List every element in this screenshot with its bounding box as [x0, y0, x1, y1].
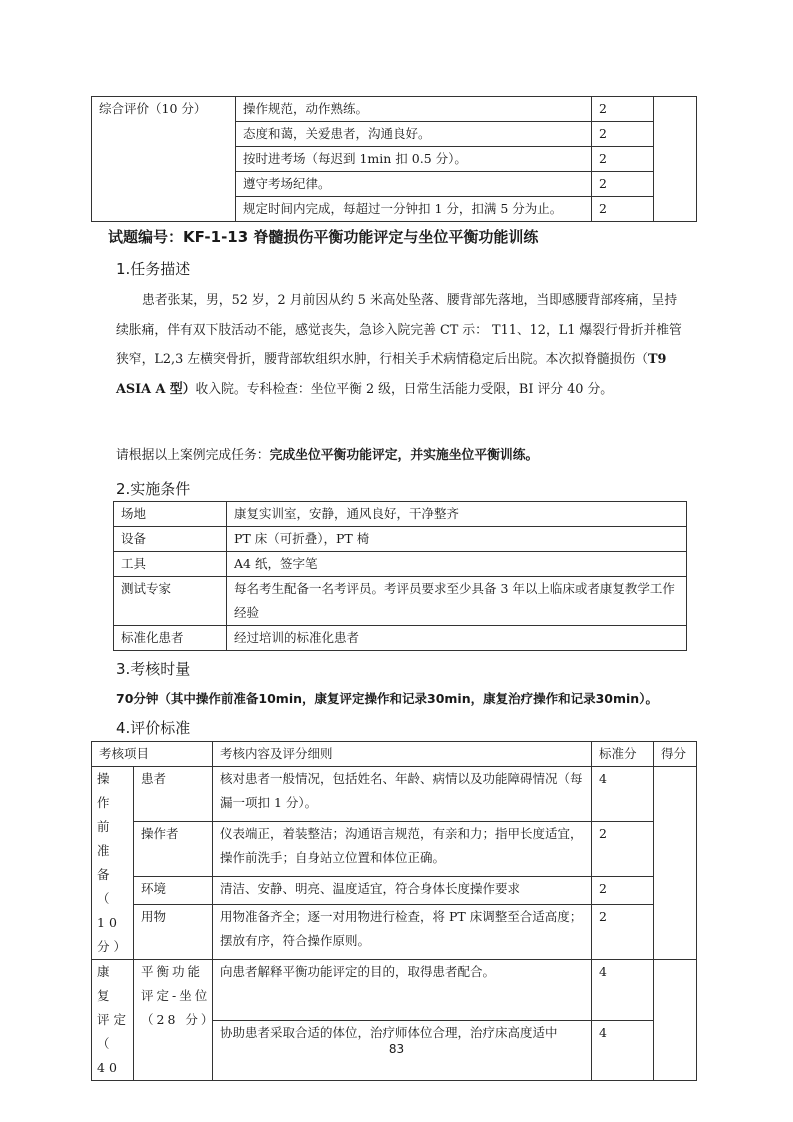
section1-heading: 1.任务描述 — [116, 260, 191, 278]
section1-task — [116, 441, 686, 471]
condition-label: 设备 — [114, 527, 227, 552]
header-earned-score: 得分 — [654, 742, 697, 767]
summary-score: 2 — [592, 122, 654, 147]
item-content: 仪表端正，着装整洁；沟通语言规范，有亲和力；指甲长度适宜，操作前洗手；自身站立位置和体位正确。 — [213, 821, 592, 876]
group-eval-label: 康 复 评定 （ 40 — [92, 960, 134, 1081]
item-content: 用物准备齐全；逐一对用物进行检查，将 PT 床调整至合适高度；摆放有序，符合操作原则。 — [213, 904, 592, 959]
summary-score: 2 — [592, 172, 654, 197]
para-bold: T9 ASIA A 型） — [116, 352, 667, 397]
item-content: 协助患者采取合适的体位，治疗师体位合理，治疗床高度适中 — [213, 1020, 592, 1081]
summary-score: 2 — [592, 97, 654, 122]
summary-score-table — [91, 96, 697, 222]
section3-heading: 3.考核时量 — [116, 660, 191, 678]
summary-content: 规定时间内完成，每超过一分钟扣 1 分，扣满 5 分为止。 — [236, 197, 592, 222]
page-number: 83 — [388, 1042, 405, 1056]
section2-heading: 2.实施条件 — [116, 480, 191, 498]
item-score: 2 — [592, 904, 654, 959]
para-end: 收入院。专科检查：坐位平衡 2 级，日常生活能力受限，BI 评分 40 分。 — [195, 381, 614, 397]
condition-value: 每名考生配备一名考评员。考评员要求至少具备 3 年以上临床或者康复教学工作经验 — [227, 577, 687, 626]
section4-heading: 4.评价标准 — [116, 719, 191, 737]
item-content: 清洁、安静、明亮、温度适宜，符合身体长度操作要求 — [213, 876, 592, 904]
summary-earned-cell — [654, 97, 697, 222]
item-label: 用物 — [134, 904, 213, 959]
condition-label: 工具 — [114, 552, 227, 577]
task-bold: 完成坐位平衡功能评定，并实施坐位平衡训练。 — [269, 448, 539, 463]
item-score: 4 — [592, 1020, 654, 1081]
item-score: 2 — [592, 821, 654, 876]
summary-content: 态度和蔼，关爱患者，沟通良好。 — [236, 122, 592, 147]
section3-text: 70分钟（其中操作前准备10min，康复评定操作和记录30min，康复治疗操作和记录30min）。 — [116, 691, 658, 706]
task-prefix: 请根据以上案例完成任务： — [116, 448, 270, 463]
condition-label: 测试专家 — [114, 577, 227, 626]
condition-value: PT 床（可折叠），PT 椅 — [227, 527, 687, 552]
earned-cell — [654, 960, 697, 1081]
header-standard-score: 标准分 — [592, 742, 654, 767]
item-label: 患者 — [134, 767, 213, 822]
item-content: 核对患者一般情况，包括姓名、年龄、病情以及功能障碍情况（每漏一项扣 1 分）。 — [213, 767, 592, 822]
condition-value: A4 纸，签字笔 — [227, 552, 687, 577]
condition-value: 经过培训的标准化患者 — [227, 626, 687, 651]
header-content: 考核内容及评分细则 — [213, 742, 592, 767]
item-score: 4 — [592, 960, 654, 1021]
conditions-table — [113, 501, 687, 651]
section1-paragraph — [116, 286, 686, 404]
condition-value: 康复实训室，安静，通风良好，干净整齐 — [227, 502, 687, 527]
exam-title: 试题编号：KF-1-13 脊髓损伤平衡功能评定与坐位平衡功能训练 — [108, 228, 539, 246]
header-item: 考核项目 — [92, 742, 213, 767]
para-text: 患者张某，男，52 岁，2 月前因从约 5 米高处坠落、腰背部先落地，当即感腰背部疼痛，呈持续胀痛，伴有双下肢活动不能，感觉丧失，急诊入院完善 CT 示： T11、12，L1 爆裂行骨折并椎管狭窄，L2,3 左横突骨折，腰背部软组织水肿，行相关手术病情稳定后出院。本次拟脊髓损伤（ — [116, 293, 682, 367]
earned-cell — [654, 767, 697, 960]
group-prep-label: 操 作 前 准 备 （ 10 分） — [92, 767, 134, 960]
evaluation-table — [91, 741, 697, 1081]
item-content: 向患者解释平衡功能评定的目的，取得患者配合。 — [213, 960, 592, 1021]
item-label: 操作者 — [134, 821, 213, 876]
summary-score: 2 — [592, 197, 654, 222]
item-label: 环境 — [134, 876, 213, 904]
item-score: 2 — [592, 876, 654, 904]
summary-category: 综合评价（10 分） — [92, 97, 236, 222]
condition-label: 标准化患者 — [114, 626, 227, 651]
summary-content: 遵守考场纪律。 — [236, 172, 592, 197]
summary-content: 按时进考场（每迟到 1min 扣 0.5 分）。 — [236, 147, 592, 172]
summary-content: 操作规范，动作熟练。 — [236, 97, 592, 122]
condition-label: 场地 — [114, 502, 227, 527]
item-label: 平衡功能评定-坐位（28 分） — [134, 960, 213, 1081]
item-score: 4 — [592, 767, 654, 822]
summary-score: 2 — [592, 147, 654, 172]
